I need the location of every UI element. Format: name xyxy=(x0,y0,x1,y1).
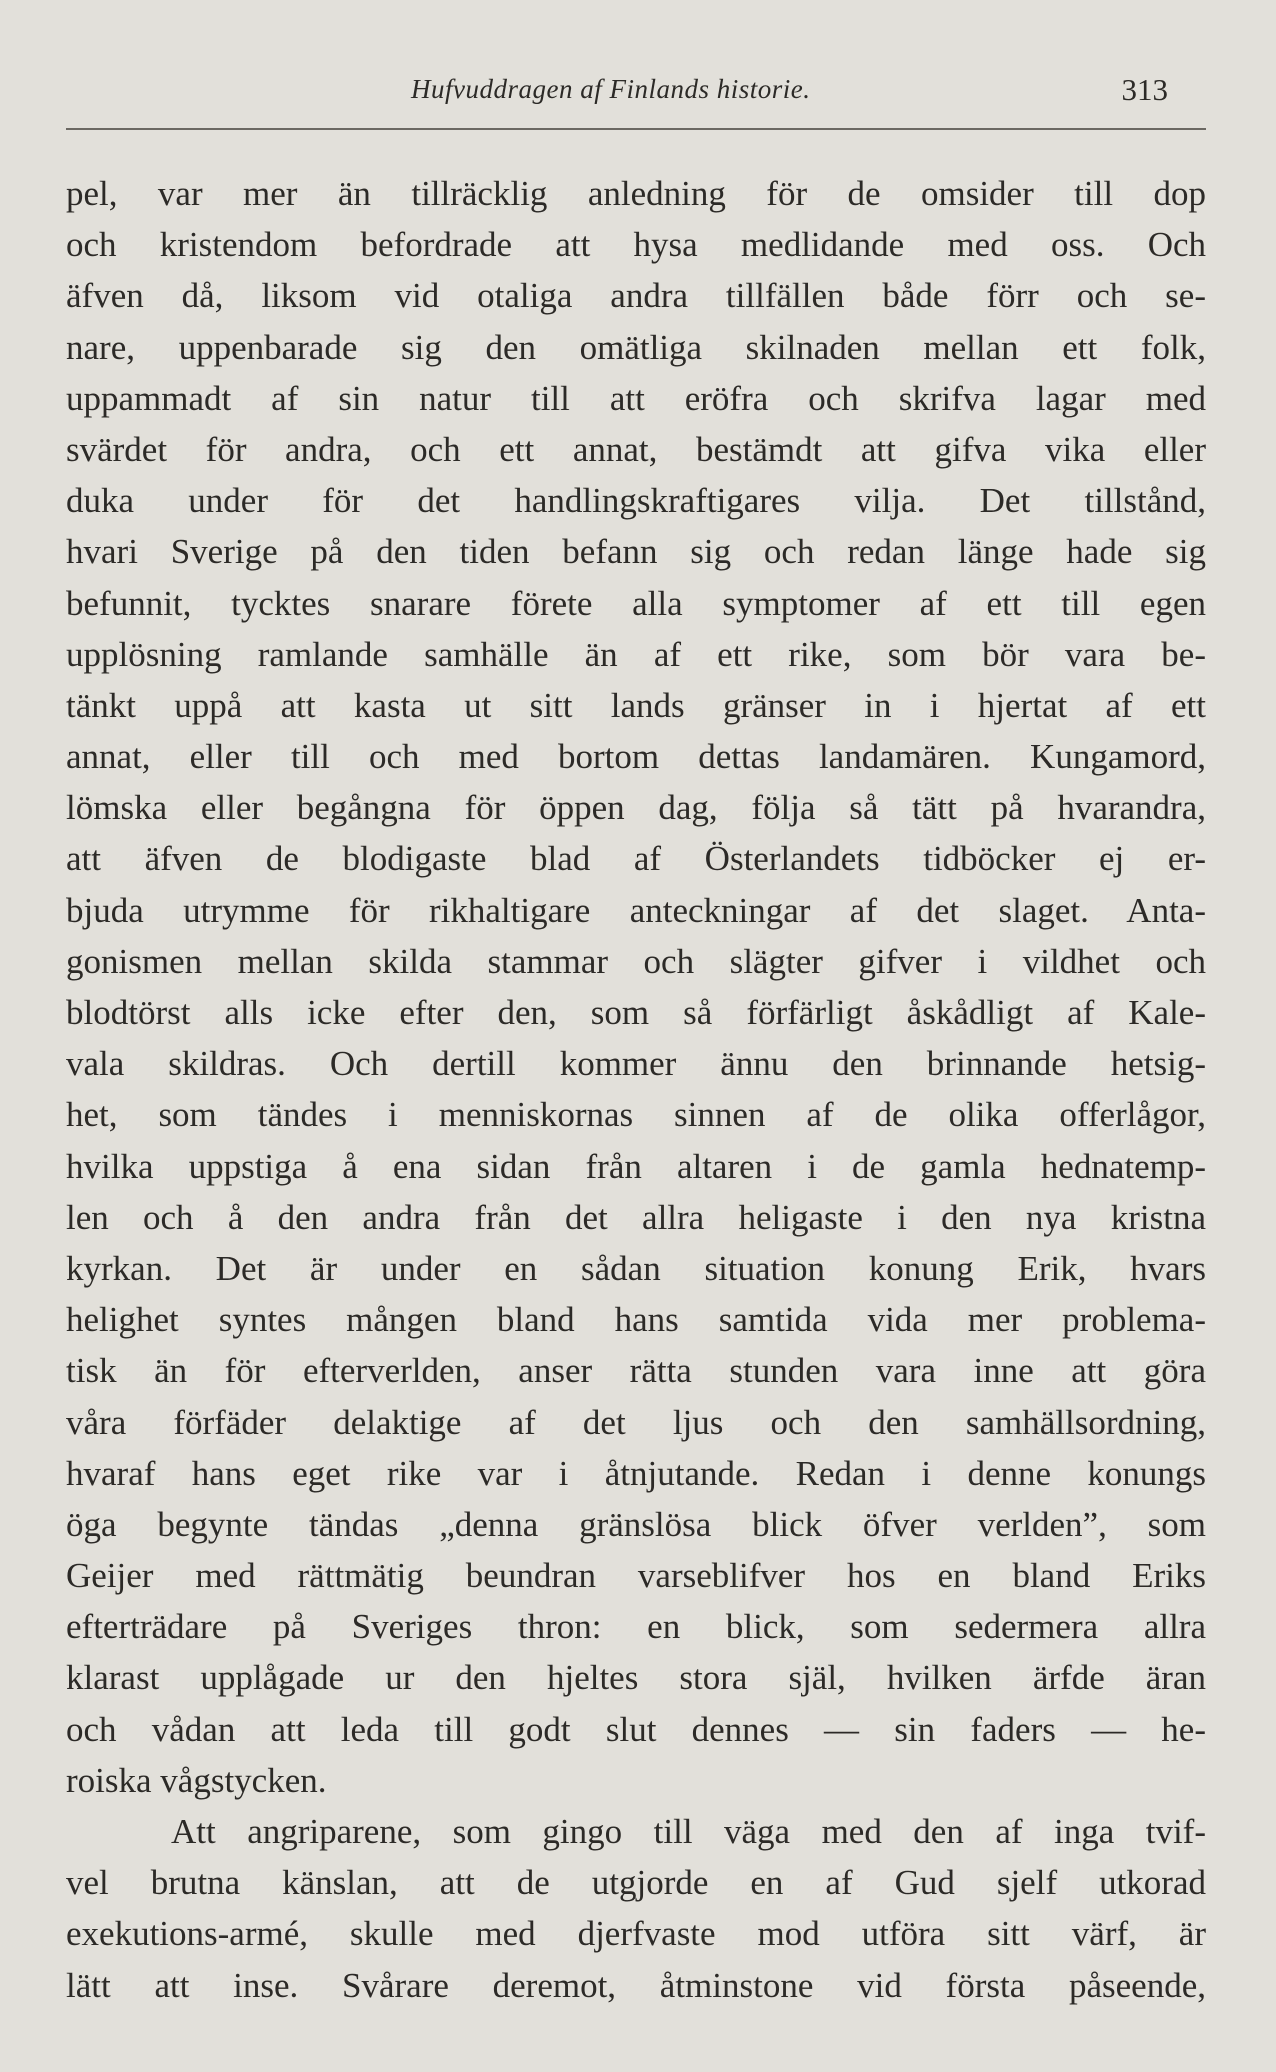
text-line-paragraph-end: roiska vågstycken. xyxy=(66,1760,327,1800)
text-line: duka under för det handlingskraftigares vilja. Det tillstånd, xyxy=(66,481,1206,521)
text-line: och vådan att leda till godt slut dennes — sin faders — he- xyxy=(66,1709,1206,1749)
text-line: het, som tändes i menniskornas sinnen af de olika offerlågor, xyxy=(66,1095,1206,1135)
text-line: vel brutna känslan, att de utgjorde en af Gud sjelf utkorad xyxy=(66,1863,1206,1903)
text-line: hvilka uppstiga å ena sidan från altaren i de gamla hednatemp- xyxy=(66,1146,1206,1186)
text-line: uppammadt af sin natur till att eröfra och skrifva lagar med xyxy=(66,378,1206,418)
text-line: svärdet för andra, och ett annat, bestämdt att gifva vika eller xyxy=(66,429,1206,469)
text-line: tänkt uppå att kasta ut sitt lands gränser in i hjertat af ett xyxy=(66,685,1206,725)
text-line: hvaraf hans eget rike var i åtnjutande. Redan i denne konungs xyxy=(66,1453,1206,1493)
text-line: blodtörst alls icke efter den, som så förfärligt åskådligt af Kale- xyxy=(66,993,1206,1032)
header-rule xyxy=(66,128,1206,130)
text-line: annat, eller till och med bortom dettas landamären. Kungamord, xyxy=(66,737,1206,777)
text-line: helighet syntes mången bland hans samtida vida mer problema- xyxy=(66,1300,1206,1340)
running-title: Hufvuddragen af Finlands historie. xyxy=(411,74,811,104)
text-line: att äfven de blodigaste blad af Österlandets tidböcker ej er- xyxy=(66,839,1206,879)
text-line: upplösning ramlande samhälle än af ett rike, som bör vara be- xyxy=(66,634,1206,674)
text-line: våra förfäder delaktige af det ljus och den samhällsordning, xyxy=(66,1402,1206,1442)
text-line: efterträdare på Sveriges thron: en blick, som sedermera allra xyxy=(66,1607,1206,1647)
text-line: tisk än för efterverlden, anser rätta stunden vara inne att göra xyxy=(66,1351,1206,1391)
text-line: öga begynte tändas „denna gränslösa blick öfver verlden”, som xyxy=(66,1504,1206,1544)
text-line: äfven då, liksom vid otaliga andra tillfällen både förr och se- xyxy=(66,276,1206,316)
page-header xyxy=(66,66,1206,116)
text-line: kyrkan. Det är under en sådan situation konung Erik, hvars xyxy=(66,1248,1206,1288)
text-line: gonismen mellan skilda stammar och slägter gifver i vildhet och xyxy=(66,941,1206,981)
text-line: exekutions-armé, skulle med djerfvaste mod utföra sitt värf, är xyxy=(66,1914,1206,1954)
text-line: len och å den andra från det allra heligaste i den nya kristna xyxy=(66,1197,1206,1237)
text-line: lömska eller begångna för öppen dag, följa så tätt på hvarandra, xyxy=(66,788,1206,828)
text-line: och kristendom befordrade att hysa medlidande med oss. Och xyxy=(66,225,1206,265)
text-line: nare, uppenbarade sig den omätliga skilnaden mellan ett folk, xyxy=(66,327,1206,367)
text-line: vala skildras. Och dertill kommer ännu den brinnande hetsig- xyxy=(66,1044,1206,1084)
text-line: klarast upplågade ur den hjeltes stora själ, hvilken ärfde äran xyxy=(66,1658,1206,1698)
page-number: 313 xyxy=(1121,72,1168,107)
text-line: pel, var mer än tillräcklig anledning för de omsider till dop xyxy=(66,174,1206,213)
text-line: lätt att inse. Svårare deremot, åtminstone vid första påseende, xyxy=(66,1965,1206,2005)
text-line: befunnit, tycktes snarare förete alla symptomer af ett till egen xyxy=(66,583,1206,623)
text-line: Geijer med rättmätig beundran varseblifver hos en bland Eriks xyxy=(66,1556,1206,1596)
text-line-paragraph-start: Att angriparene, som gingo till väga med den af inga tvif- xyxy=(171,1812,1206,1851)
body-text xyxy=(66,168,1206,2011)
text-line: bjuda utrymme för rikhaltigare anteckningar af det slaget. Anta- xyxy=(66,890,1206,930)
text-line: hvari Sverige på den tiden befann sig och redan länge hade sig xyxy=(66,532,1206,572)
